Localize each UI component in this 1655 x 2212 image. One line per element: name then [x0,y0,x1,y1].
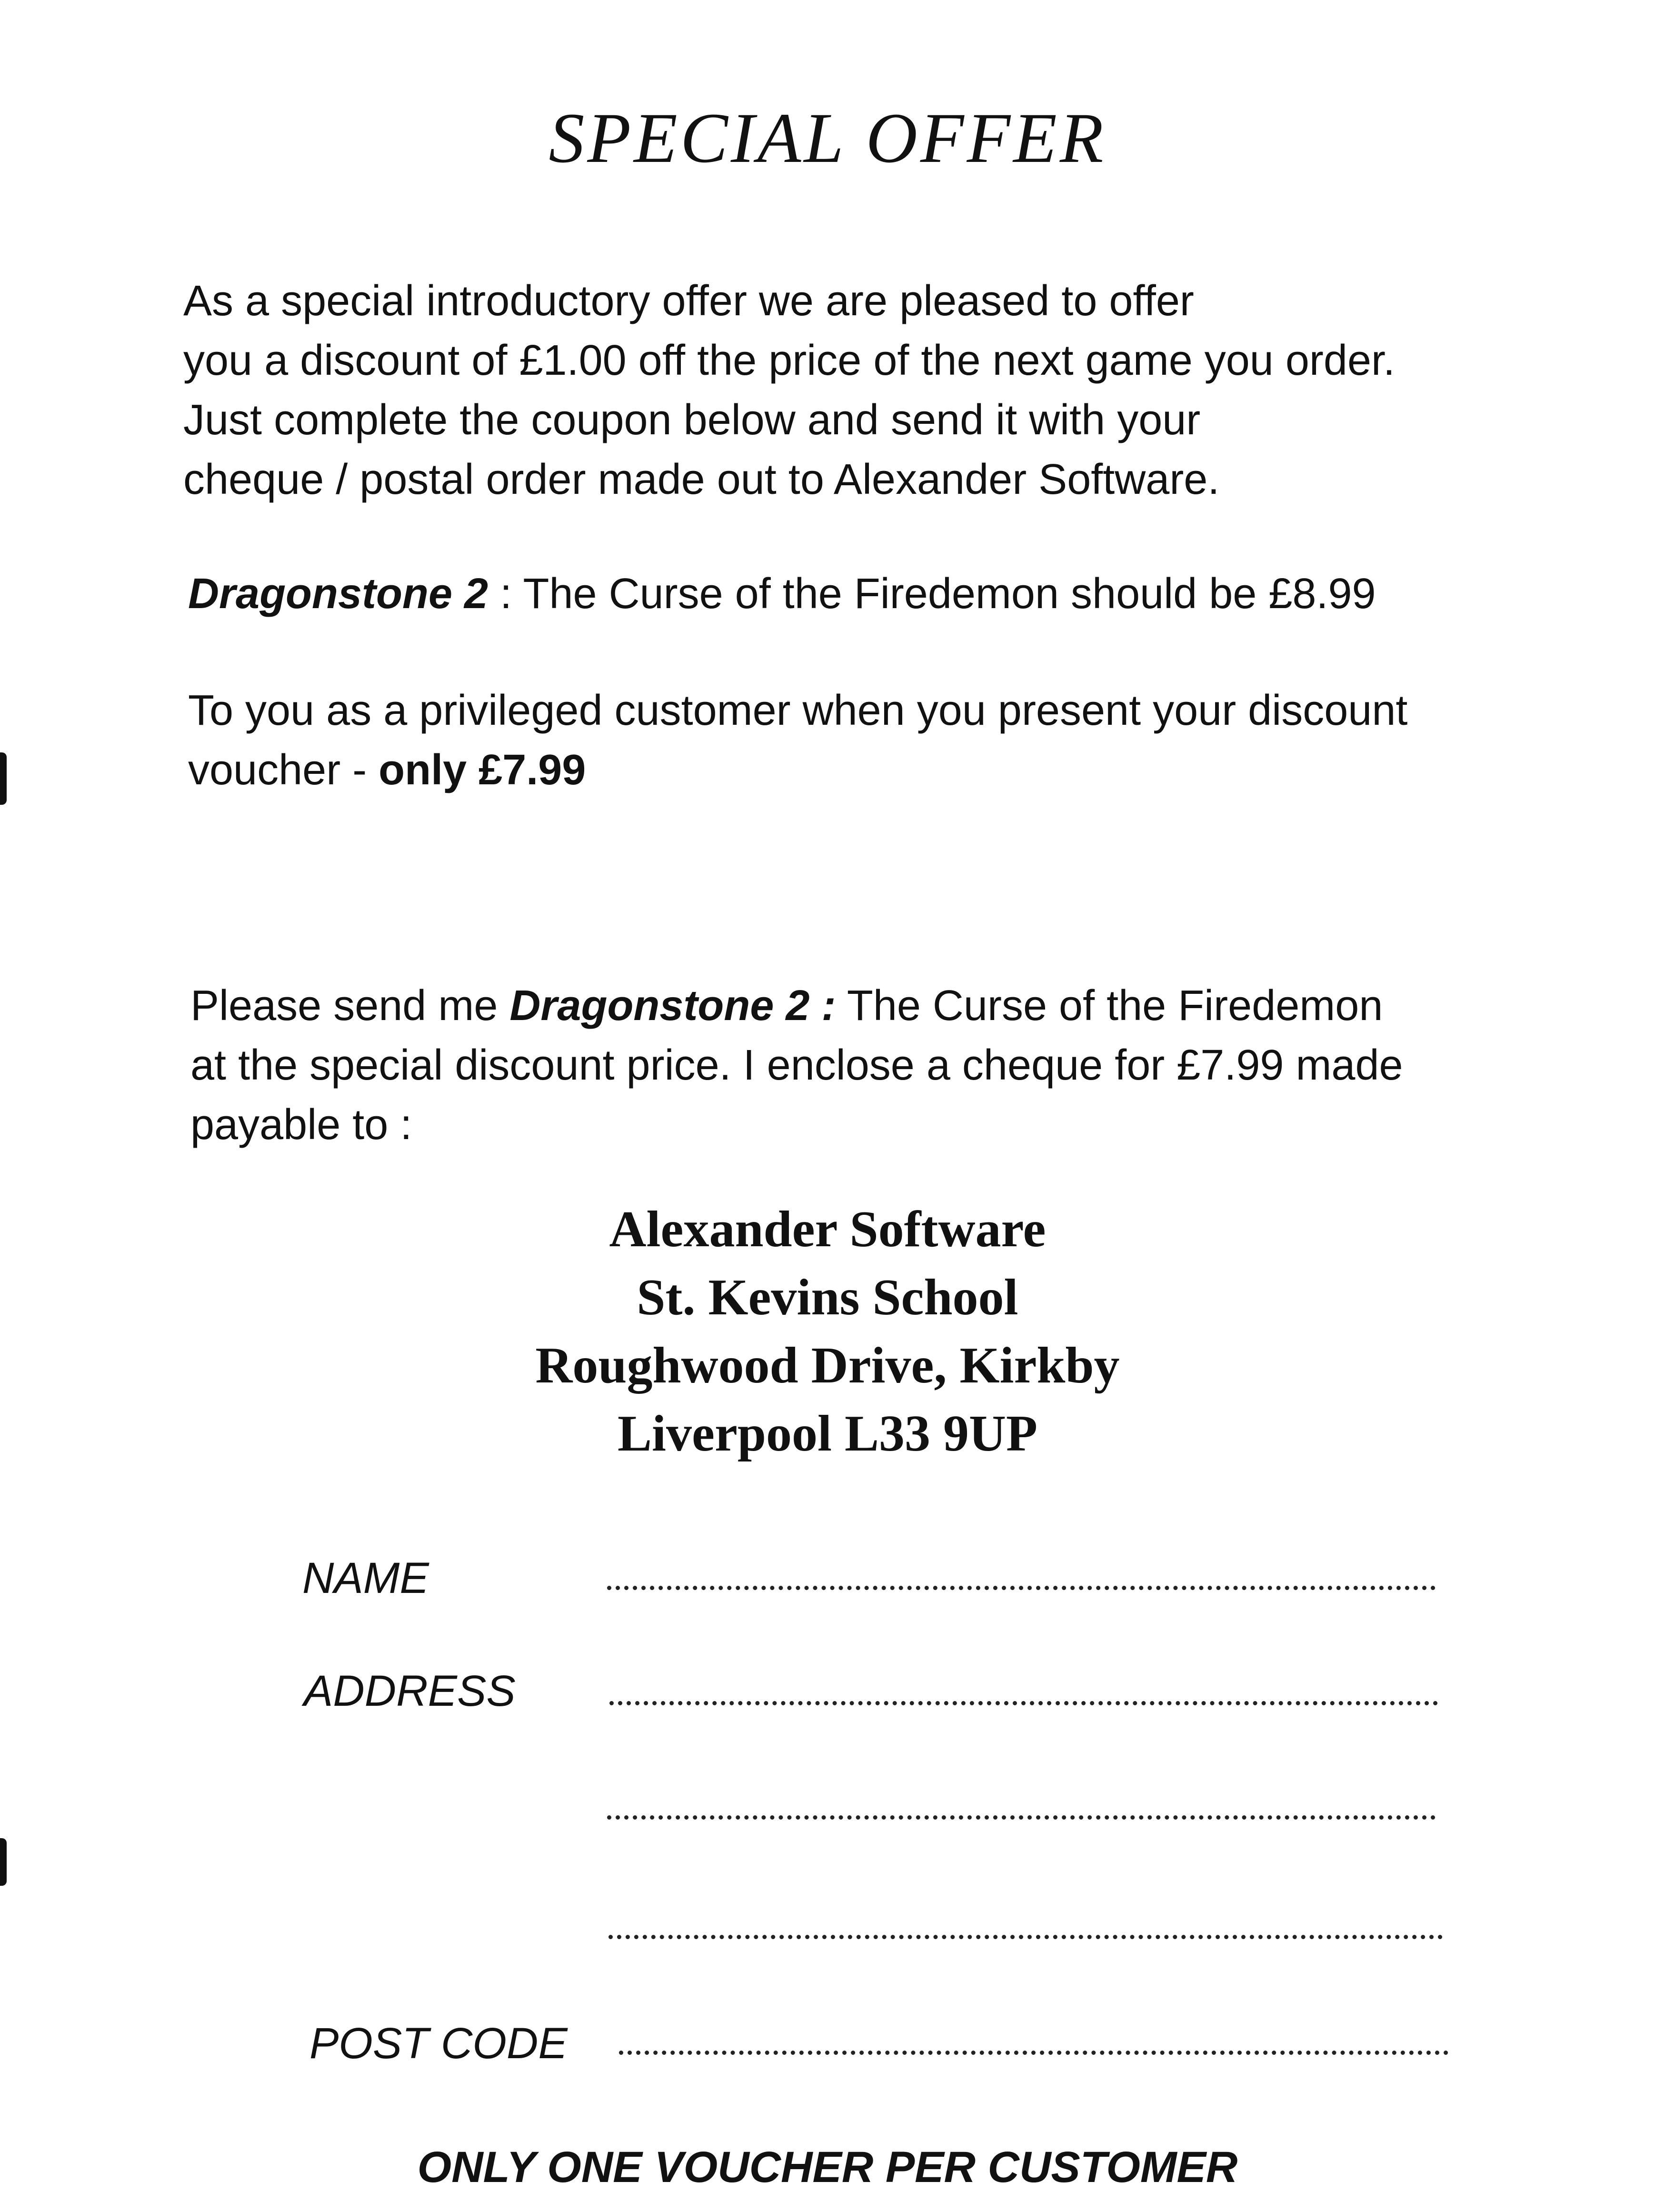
postcode-field[interactable] [619,2051,1448,2055]
order-line: at the special discount price. I enclose a cheque for £7.99 made [190,1041,1403,1089]
address-label: ADDRESS [304,1667,516,1715]
address-line: Roughwood Drive, Kirkby [535,1337,1120,1394]
offer-price-line [188,564,1376,624]
order-line [190,976,1403,1036]
address-line: Liverpool L33 9UP [618,1405,1037,1462]
intro-paragraph [183,271,1395,510]
order-line: payable to : [190,1101,412,1149]
page-title: SPECIAL OFFER [548,99,1107,178]
privileged-line: To you as a privileged customer when you present your discount [188,687,1408,734]
address-line: Alexander Software [609,1201,1046,1258]
order-post: The Curse of the Firedemon [836,982,1383,1030]
order-pre: Please send me [190,982,510,1030]
address-field-line-2[interactable] [607,1815,1436,1820]
voucher-text: voucher - [188,746,379,794]
address-field-line-3[interactable] [608,1935,1443,1939]
offer-price-text: The Curse of the Firedemon should be £8.99 [523,570,1376,618]
voucher-limit-notice: ONLY ONE VOUCHER PER CUSTOMER [417,2143,1238,2192]
order-paragraph [190,976,1403,1155]
intro-line: you a discount of £1.00 off the price of the next game you order. [183,337,1396,384]
intro-line: As a special introductory offer we are pleased to offer [183,277,1194,325]
intro-line: cheque / postal order made out to Alexander Software. [183,456,1220,503]
order-product-name: Dragonstone 2 : [509,982,836,1030]
name-field[interactable] [607,1586,1436,1590]
product-name: Dragonstone 2 [188,570,489,618]
intro-line: Just complete the coupon below and send it with your [183,396,1201,444]
page-edge-mark [0,1838,7,1886]
name-label: NAME [302,1554,429,1602]
privileged-paragraph [188,681,1407,800]
postcode-label: POST CODE [309,2019,568,2068]
address-line: St. Kevins School [637,1269,1018,1326]
address-field-line-1[interactable] [609,1701,1438,1705]
postal-address [0,1195,1655,1468]
discount-price: only £7.99 [379,746,586,794]
page-edge-mark [0,752,7,805]
privileged-line [188,741,1407,800]
offer-separator: : [488,570,523,618]
